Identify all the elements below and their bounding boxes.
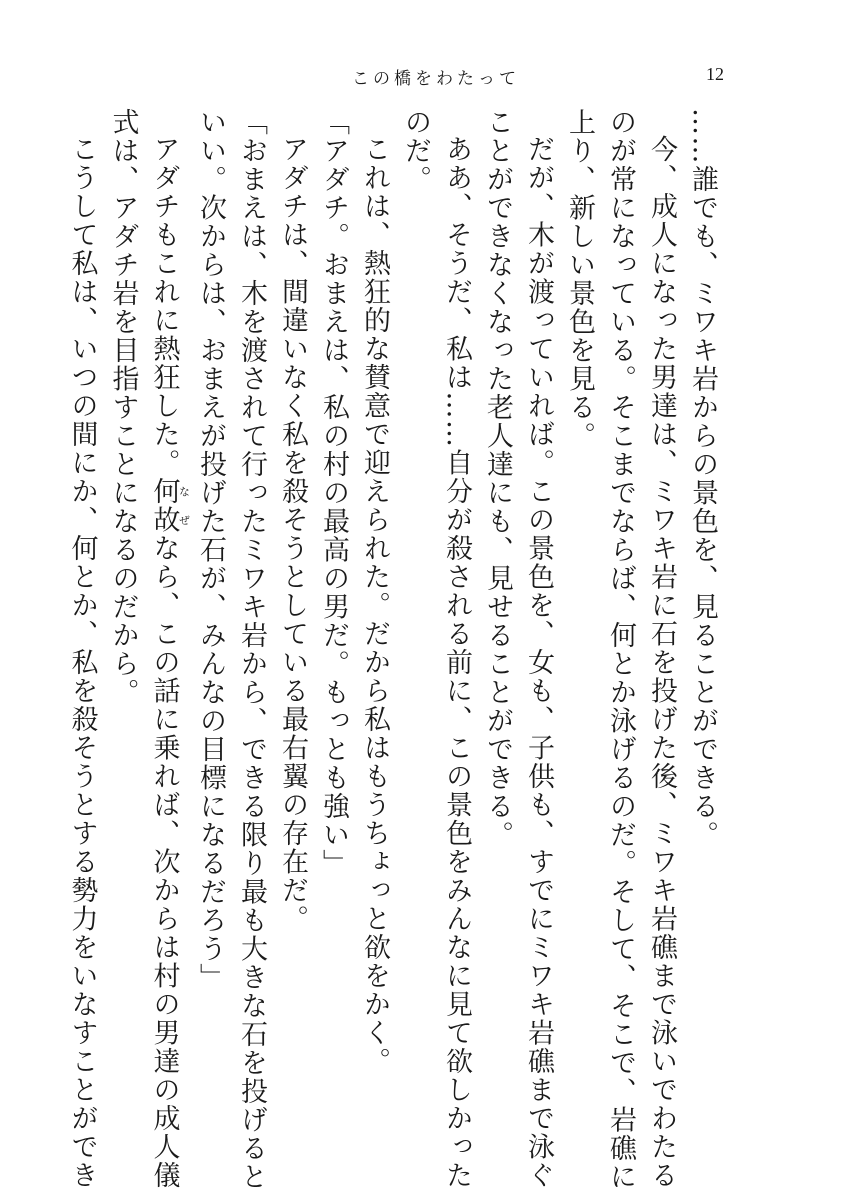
- text-line: ……誰でも、ミワキ岩からの景色を、見ることができる。: [687, 108, 718, 849]
- running-title: この橋をわたって: [352, 69, 520, 89]
- text-line: 今、成人になった男達は、ミワキ岩に石を投げた後、ミワキ岩礁まで泳いでわたる: [646, 135, 677, 1190]
- ruby-reading: なぜ: [177, 477, 191, 534]
- text-line: 上り、新しい景色を見る。: [564, 108, 595, 450]
- text-line: いい。次からは、おまえが投げた石が、みんなの目標になるだろう」: [195, 108, 226, 992]
- ruby-annotation: [148, 477, 191, 534]
- text-line: 式は、アダチ岩を目指すことになるのだから。: [107, 108, 139, 707]
- text-line: 「アダチ。おまえは、私の村の最高の男だ。もっとも強い」: [318, 108, 349, 878]
- text-line: だが、木が渡っていれば。この景色を、女も、子供も、すでにミワキ岩礁まで泳ぐ: [523, 135, 554, 1190]
- text-line: のが常になっている。そこまでならば、何とか泳げるのだ。そして、そこで、岩礁に: [605, 108, 636, 1191]
- text-line: ああ、そうだ、私は……自分が殺される前に、この景色をみんなに見て欲しかった: [441, 135, 472, 1190]
- vertical-body-text: [66, 108, 723, 1191]
- text-line: ことができなくなった老人達にも、見せることができる。: [482, 108, 513, 849]
- text-segment: アダチもこれに熱狂した。: [148, 135, 180, 477]
- text-line: アダチは、間違いなく私を殺そうとしている最右翼の存在だ。: [277, 135, 308, 933]
- text-line: 「おまえは、木を渡されて行ったミワキ岩から、できる限り最も大きな石を投げると: [236, 108, 267, 1191]
- ruby-base: 何故: [148, 477, 180, 534]
- text-line: こうして私は、いつの間にか、何とか、私を殺そうとする勢力をいなすことができ: [66, 135, 98, 1190]
- text-line: [144, 108, 191, 1190]
- text-segment: なら、この話に乗れば、次からは村の男達の成人儀: [148, 534, 180, 1190]
- text-line: これは、熱狂的な賛意で迎えられた。だから私はもうちょっと欲をかく。: [359, 135, 390, 1076]
- page-number: 12: [706, 64, 724, 84]
- text-line: のだ。: [400, 108, 431, 194]
